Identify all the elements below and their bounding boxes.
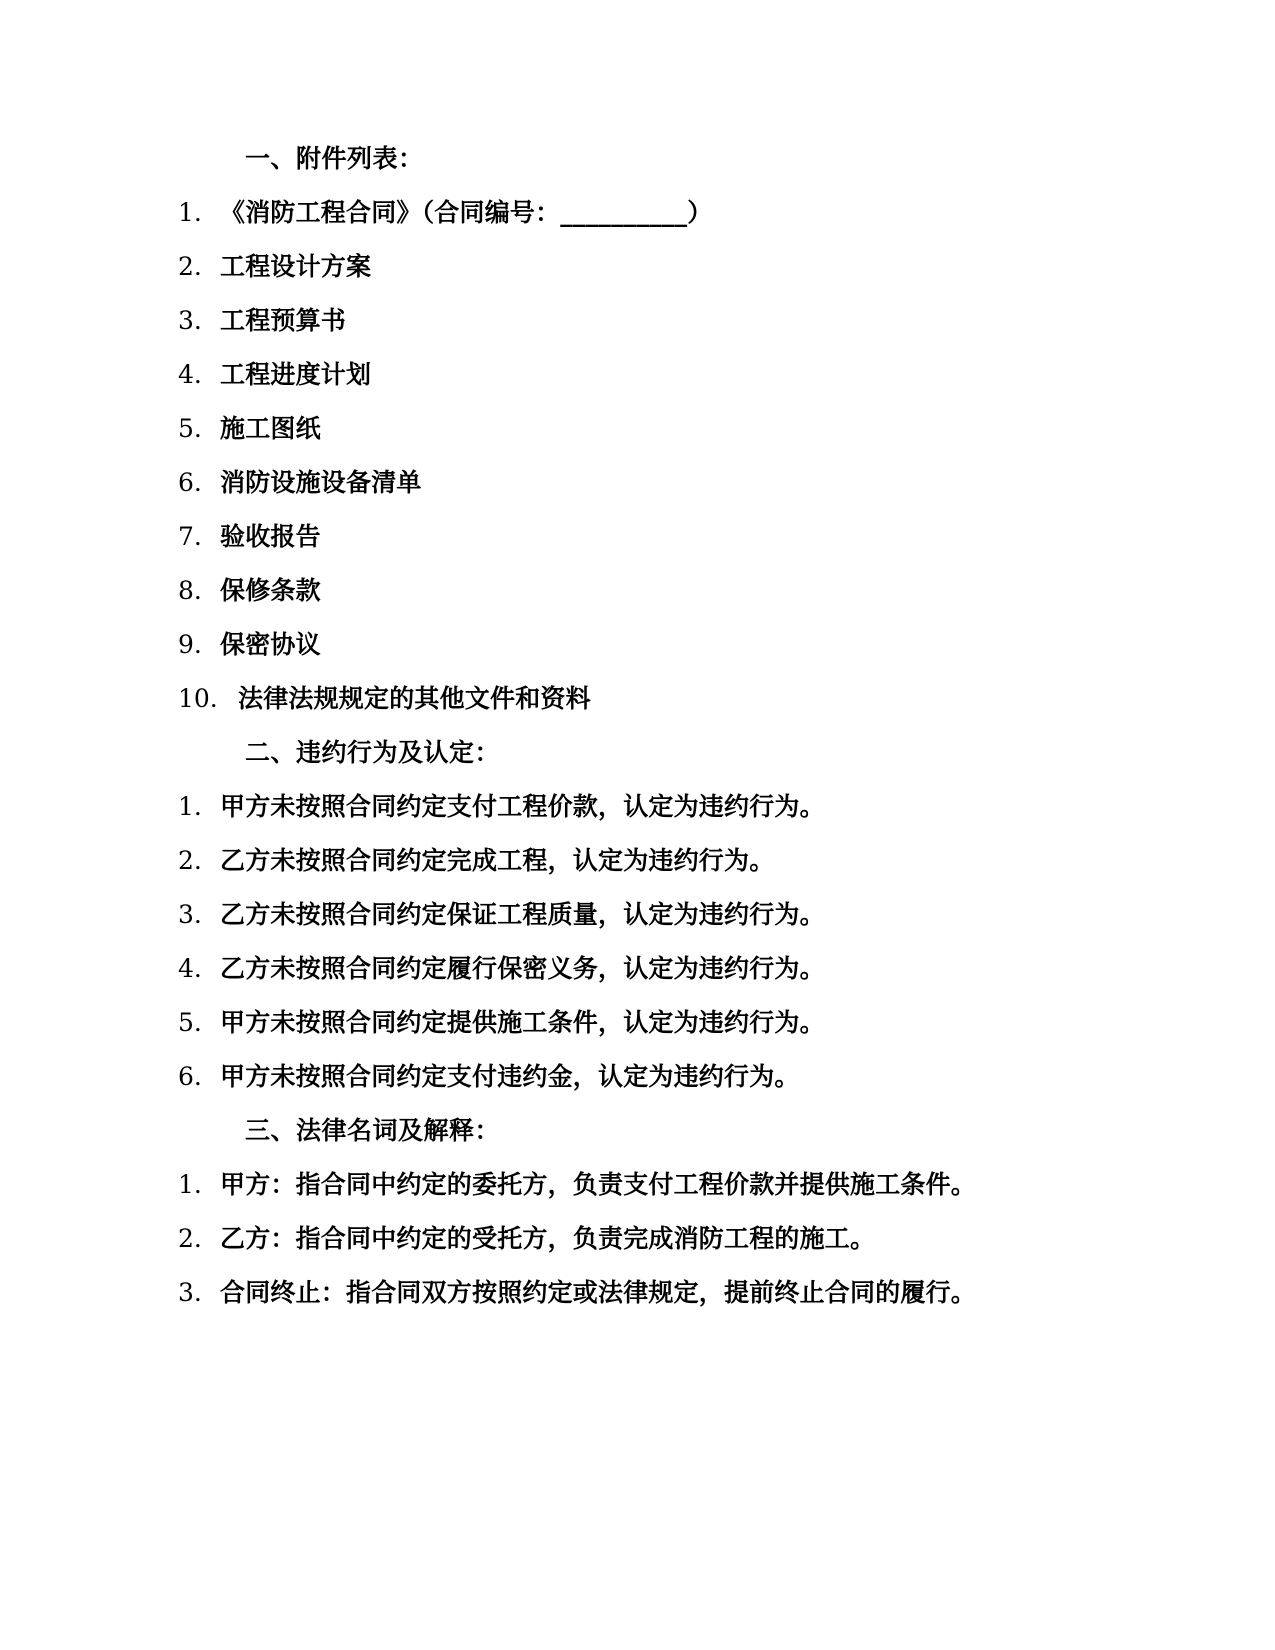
section-heading-2: 二、违约行为及认定： (245, 738, 501, 767)
list-item-number: 1. (178, 792, 202, 821)
list-item-number: 1. (178, 198, 202, 227)
list-item-number: 5. (178, 414, 202, 443)
section-heading-3: 三、法律名词及解释： (245, 1116, 501, 1145)
list-item-number: 8. (178, 576, 202, 605)
list-item-number: 2. (178, 1224, 202, 1253)
list-item-text: 法律法规规定的其他文件和资料 (238, 684, 591, 713)
section-block-1 (178, 132, 1068, 726)
list-item (178, 942, 1068, 996)
list-item-text: 乙方未按照合同约定保证工程质量，认定为违约行为。 (220, 900, 825, 929)
list-item-text: 甲方：指合同中约定的委托方，负责支付工程价款并提供施工条件。 (220, 1170, 977, 1199)
list-item-text: 甲方未按照合同约定支付违约金，认定为违约行为。 (220, 1062, 800, 1091)
list-item-text: 消防设施设备清单 (220, 468, 422, 497)
list-item (178, 1266, 1068, 1320)
list-item (178, 402, 1068, 456)
list-item-number: 3. (178, 306, 202, 335)
list-item-number: 6. (178, 468, 202, 497)
list-item-text: 工程设计方案 (220, 252, 372, 281)
list-item-text: 乙方：指合同中约定的受托方，负责完成消防工程的施工。 (220, 1224, 876, 1253)
attachment-list (178, 186, 1068, 726)
list-item (178, 564, 1068, 618)
list-item-number: 1. (178, 1170, 202, 1199)
list-item-number: 2. (178, 252, 202, 281)
list-item (178, 618, 1068, 672)
section-block-3 (178, 1104, 1068, 1320)
list-item-number: 2. (178, 846, 202, 875)
list-item-text: 工程进度计划 (220, 360, 372, 389)
list-item-number: 4. (178, 360, 202, 389)
list-item (178, 996, 1068, 1050)
list-item-number: 5. (178, 1008, 202, 1037)
list-item-text: 施工图纸 (220, 414, 321, 443)
list-item-text: 乙方未按照合同约定履行保密义务，认定为违约行为。 (220, 954, 825, 983)
list-item-text: 保修条款 (220, 576, 321, 605)
list-item (178, 780, 1068, 834)
list-item-number: 10. (178, 684, 218, 713)
breach-list (178, 780, 1068, 1104)
list-item-text: 工程预算书 (220, 306, 347, 335)
list-item (178, 672, 1068, 726)
list-item-number: 9. (178, 630, 202, 659)
list-item (178, 1158, 1068, 1212)
list-item (178, 888, 1068, 942)
list-item (178, 240, 1068, 294)
list-item (178, 348, 1068, 402)
section-block-2 (178, 726, 1068, 1104)
legal-terms-list (178, 1158, 1068, 1320)
section-heading-1: 一、附件列表： (245, 144, 424, 173)
list-item-text: 乙方未按照合同约定完成工程，认定为违约行为。 (220, 846, 775, 875)
list-item-text: 甲方未按照合同约定提供施工条件，认定为违约行为。 (220, 1008, 825, 1037)
list-item (178, 186, 1068, 240)
list-item-number: 4. (178, 954, 202, 983)
list-item-text: 合同终止：指合同双方按照约定或法律规定，提前终止合同的履行。 (220, 1278, 977, 1307)
document-body (178, 132, 1068, 1320)
list-item-text: 甲方未按照合同约定支付工程价款，认定为违约行为。 (220, 792, 825, 821)
list-item-number: 3. (178, 900, 202, 929)
list-item (178, 1050, 1068, 1104)
list-item-text: 验收报告 (220, 522, 321, 551)
list-item-number: 3. (178, 1278, 202, 1307)
list-item-number: 7. (178, 522, 202, 551)
list-item-text: 保密协议 (220, 630, 321, 659)
list-item (178, 1212, 1068, 1266)
list-item (178, 456, 1068, 510)
list-item-text: 《消防工程合同》（合同编号：__________） (220, 198, 713, 227)
list-item (178, 510, 1068, 564)
list-item-number: 6. (178, 1062, 202, 1091)
list-item (178, 294, 1068, 348)
list-item (178, 834, 1068, 888)
